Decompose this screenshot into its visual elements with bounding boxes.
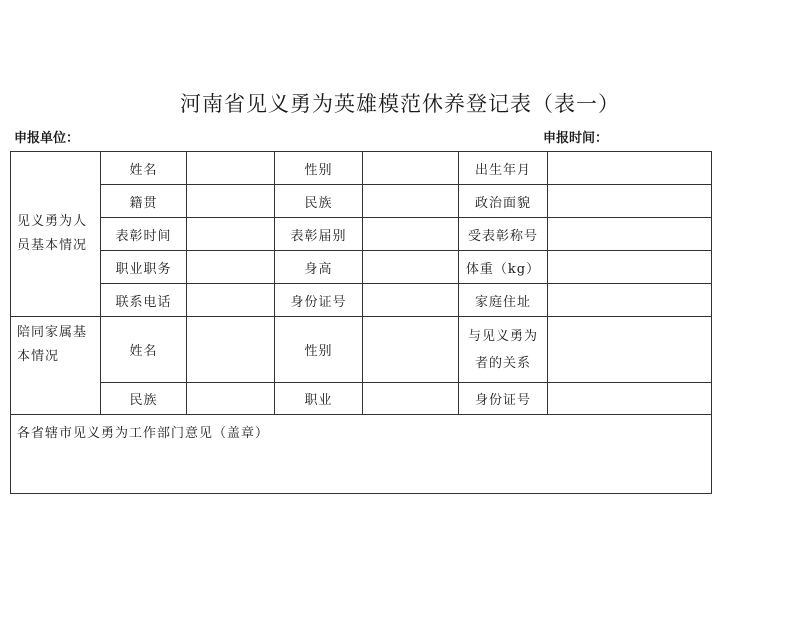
value-id-number[interactable] <box>363 284 459 317</box>
value-gender[interactable] <box>363 152 459 185</box>
label-id-number: 身份证号 <box>275 284 363 317</box>
label-native-place: 籍贯 <box>101 185 187 218</box>
label-phone: 联系电话 <box>101 284 187 317</box>
label-gender: 性别 <box>275 152 363 185</box>
label-family-occupation: 职业 <box>275 383 363 415</box>
label-award-session: 表彰届别 <box>275 218 363 251</box>
value-address[interactable] <box>548 284 712 317</box>
group-hero-info-label: 见义勇为人员基本情况 <box>11 152 101 317</box>
label-family-gender: 性别 <box>275 317 363 383</box>
label-award-title: 受表彰称号 <box>459 218 548 251</box>
value-weight[interactable] <box>548 251 712 284</box>
value-ethnicity[interactable] <box>363 185 459 218</box>
value-phone[interactable] <box>187 284 275 317</box>
value-family-gender[interactable] <box>363 317 459 383</box>
value-family-name[interactable] <box>187 317 275 383</box>
applicant-unit-label: 申报单位： <box>14 131 80 146</box>
label-family-relation: 与见义勇为者的关系 <box>459 317 548 383</box>
label-political-status: 政治面貌 <box>459 185 548 218</box>
label-address: 家庭住址 <box>459 284 548 317</box>
value-award-time[interactable] <box>187 218 275 251</box>
label-family-name: 姓名 <box>101 317 187 383</box>
label-family-ethnicity: 民族 <box>101 383 187 415</box>
label-height: 身高 <box>275 251 363 284</box>
group-family-info-label: 陪同家属基本情况 <box>11 317 101 415</box>
value-award-title[interactable] <box>548 218 712 251</box>
value-family-ethnicity[interactable] <box>187 383 275 415</box>
application-time-label: 申报时间： <box>543 131 609 146</box>
value-family-occupation[interactable] <box>363 383 459 415</box>
value-political-status[interactable] <box>548 185 712 218</box>
value-height[interactable] <box>363 251 459 284</box>
opinion-label: 各省辖市见义勇为工作部门意见（盖章） <box>17 426 270 441</box>
label-award-time: 表彰时间 <box>101 218 187 251</box>
form-title: 河南省见义勇为英雄模范休养登记表（表一） <box>180 92 620 116</box>
value-birth[interactable] <box>548 152 712 185</box>
value-native-place[interactable] <box>187 185 275 218</box>
label-name: 姓名 <box>101 152 187 185</box>
value-occupation[interactable] <box>187 251 275 284</box>
label-family-id-number: 身份证号 <box>459 383 548 415</box>
label-weight: 体重（kg） <box>459 251 548 284</box>
label-birth: 出生年月 <box>459 152 548 185</box>
label-occupation: 职业职务 <box>101 251 187 284</box>
value-family-id-number[interactable] <box>548 383 712 415</box>
registration-table <box>10 151 712 494</box>
label-ethnicity: 民族 <box>275 185 363 218</box>
opinion-section[interactable] <box>11 415 712 494</box>
value-family-relation[interactable] <box>548 317 712 383</box>
value-name[interactable] <box>187 152 275 185</box>
value-award-session[interactable] <box>363 218 459 251</box>
